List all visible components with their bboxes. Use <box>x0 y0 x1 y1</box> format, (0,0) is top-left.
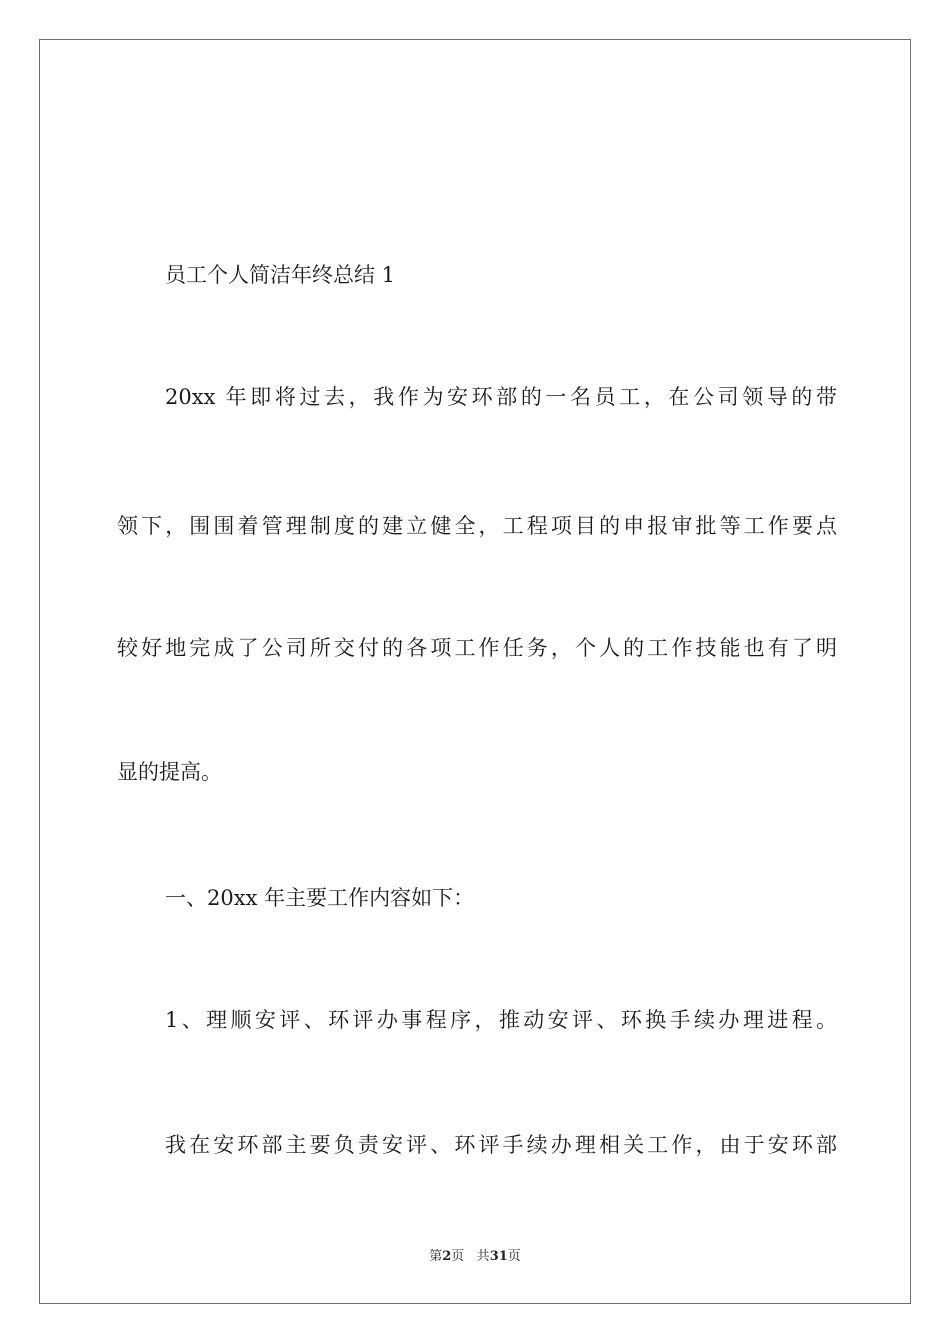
paragraph-2-line-1: 我在安环部主要负责安评、环评手续办理相关工作，由于安环部 <box>165 1133 837 1157</box>
total-suffix: 页 <box>507 1249 521 1264</box>
section-1-title: 一、20xx 年主要工作内容如下： <box>165 886 475 910</box>
paragraph-1-line-2: 领下，围围着管理制度的建立健全，工程项目的申报审批等工作要点 <box>117 514 837 538</box>
page-prefix: 第 <box>429 1249 443 1264</box>
paragraph-1-line-4: 显的提高。 <box>117 760 222 784</box>
total-pages-number: 31 <box>489 1249 508 1264</box>
paragraph-1-line-3: 较好地完成了公司所交付的各项工作任务，个人的工作技能也有了明 <box>117 636 837 660</box>
page-frame <box>39 39 911 1304</box>
current-page-number: 2 <box>442 1249 452 1264</box>
paragraph-1-line-1: 20xx 年即将过去，我作为安环部的一名员工，在公司领导的带 <box>165 385 837 409</box>
document-heading: 员工个人简洁年终总结 1 <box>165 263 396 287</box>
list-item-1: 1、理顺安评、环评办事程序，推动安评、环换手续办理进程。 <box>165 1008 837 1032</box>
page-footer <box>0 1248 950 1266</box>
total-prefix: 共 <box>476 1249 490 1264</box>
page-suffix: 页 <box>451 1249 465 1264</box>
